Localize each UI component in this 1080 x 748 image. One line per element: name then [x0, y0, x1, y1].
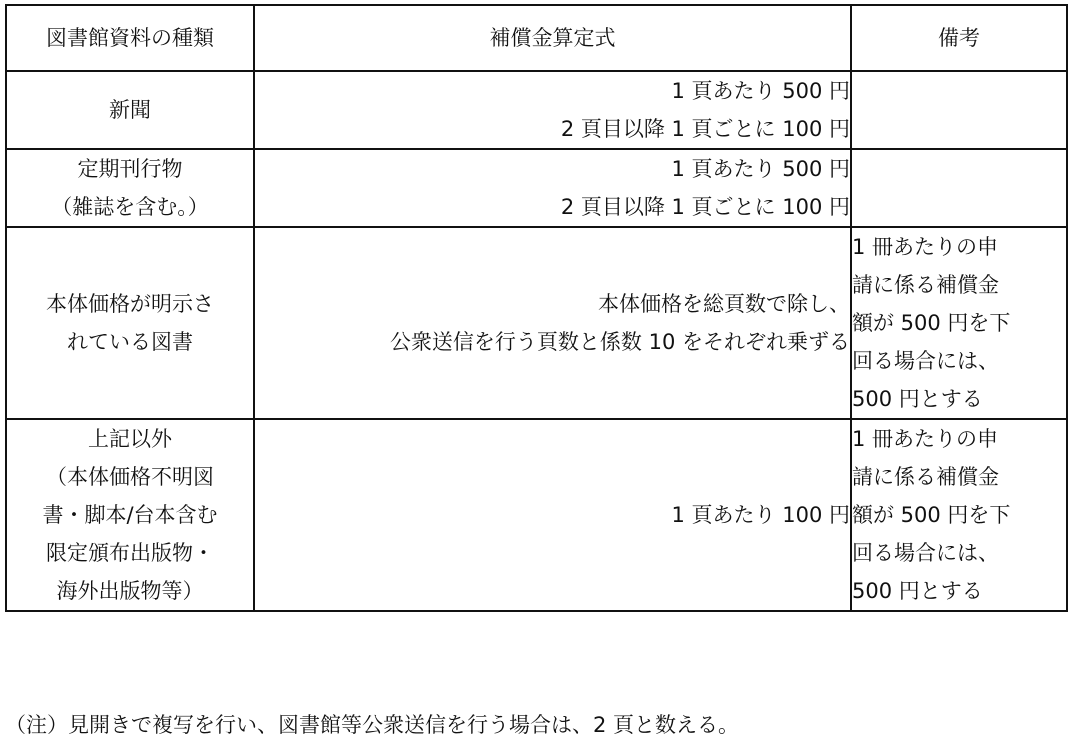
fee-formula-cell	[254, 71, 851, 149]
fee-formula-cell	[254, 149, 851, 227]
notes-cell	[851, 149, 1067, 227]
notes-line: 500 円とする	[852, 387, 983, 411]
header-material-type: 図書館資料の種類	[6, 5, 254, 71]
notes-line: 額が 500 円を下	[852, 503, 1011, 527]
material-type-line: （雑誌を含む。）	[51, 195, 209, 219]
notes-cell	[851, 227, 1067, 419]
fee-formula-cell	[254, 419, 851, 611]
material-type-line: 書・脚本/台本含む	[42, 503, 218, 527]
material-type-line: 本体価格が明示さ	[46, 292, 214, 316]
notes-cell	[851, 419, 1067, 611]
material-type-line: れている図書	[67, 330, 193, 354]
fee-formula-line: 公衆送信を行う頁数と係数 10 をそれぞれ乗ずる	[389, 330, 850, 354]
table-header-row	[6, 5, 1067, 71]
notes-line: 額が 500 円を下	[852, 311, 1011, 335]
material-type-line: 海外出版物等）	[56, 579, 204, 603]
notes-line: 1 冊あたりの申	[852, 427, 999, 451]
fee-formula-line: 本体価格を総頁数で除し、	[598, 292, 850, 316]
compensation-fee-table	[5, 4, 1068, 612]
fee-formula-line: 1 頁あたり 500 円	[671, 157, 850, 181]
header-fee-formula: 補償金算定式	[254, 5, 851, 71]
header-notes: 備考	[851, 5, 1067, 71]
notes-line: 1 冊あたりの申	[852, 235, 999, 259]
material-type-cell	[6, 419, 254, 611]
table-row-other-materials	[6, 419, 1067, 611]
table-row-newspaper	[6, 71, 1067, 149]
material-type-cell	[6, 227, 254, 419]
material-type-line: 新聞	[109, 98, 151, 122]
fee-formula-line: 1 頁あたり 100 円	[671, 503, 850, 527]
fee-formula-line: 1 頁あたり 500 円	[671, 79, 850, 103]
material-type-line: 限定頒布出版物・	[46, 541, 214, 565]
material-type-line: （本体価格不明図	[46, 465, 214, 489]
fee-formula-line: 2 頁目以降 1 頁ごとに 100 円	[560, 195, 850, 219]
notes-line: 500 円とする	[852, 579, 983, 603]
material-type-line: 上記以外	[88, 427, 172, 451]
material-type-cell	[6, 149, 254, 227]
notes-line: 請に係る補償金	[852, 273, 999, 297]
notes-line: 回る場合には、	[852, 349, 999, 373]
fee-formula-cell	[254, 227, 851, 419]
notes-line: 請に係る補償金	[852, 465, 999, 489]
notes-cell	[851, 71, 1067, 149]
table-row-priced-book	[6, 227, 1067, 419]
footnote: （注）見開きで複写を行い、図書館等公衆送信を行う場合は、2 頁と数える。	[5, 713, 740, 737]
fee-formula-line: 2 頁目以降 1 頁ごとに 100 円	[560, 117, 850, 141]
material-type-cell	[6, 71, 254, 149]
notes-line: 回る場合には、	[852, 541, 999, 565]
material-type-line: 定期刊行物	[77, 157, 183, 181]
table-row-periodical	[6, 149, 1067, 227]
